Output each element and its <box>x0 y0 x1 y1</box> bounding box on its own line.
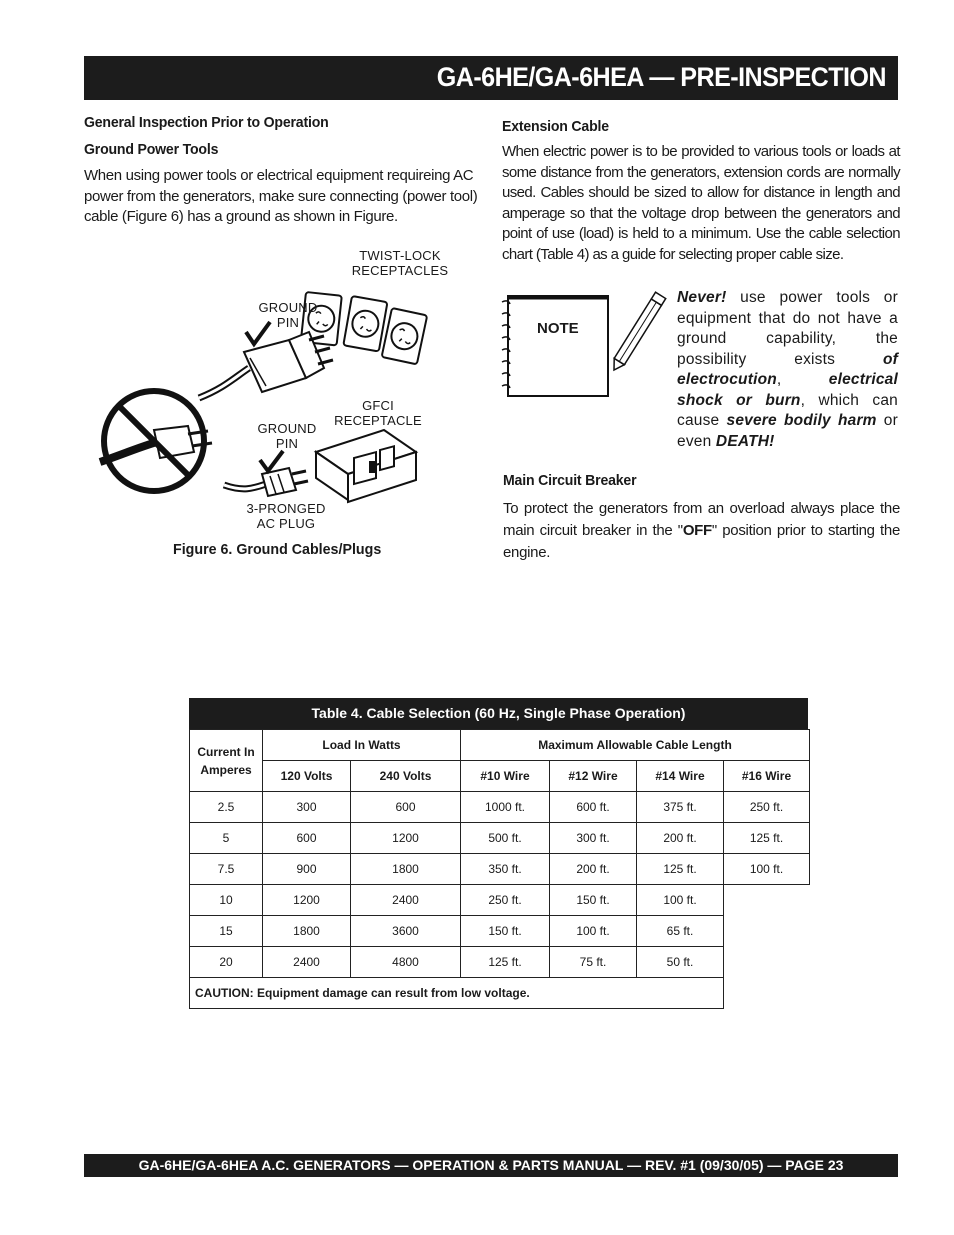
table-row <box>190 947 810 978</box>
cell: 300 <box>263 792 351 823</box>
gfci-receptacle <box>316 430 416 502</box>
cell: 600 <box>351 792 461 823</box>
caution-note: CAUTION: Equipment damage can result from low voltage. <box>190 978 724 1009</box>
empty-cell <box>724 916 810 947</box>
ground-tools-paragraph: When using power tools or electrical equipment requireing AC power from the generators, make sure connecting (power tool) cable (Figure 6) has a ground as shown in Figure. <box>84 167 478 225</box>
cell: 350 ft. <box>461 854 550 885</box>
page-header <box>84 56 898 100</box>
cell: 2400 <box>351 885 461 916</box>
twist-lock-plug <box>199 332 333 398</box>
cell: 20 <box>190 947 263 978</box>
cell: 4800 <box>351 947 461 978</box>
empty-cell <box>724 947 810 978</box>
warning-text: Never! use power tools or equipment that do not have a ground capability, the possibility exists of electrocution, electrical shock or burn, which can cause severe bodily harm or even DEATH! <box>677 289 898 450</box>
subheader-120v: 120 Volts <box>263 761 351 792</box>
cell: 10 <box>190 885 263 916</box>
header-max-length: Maximum Allowable Cable Length <box>461 730 810 761</box>
cell: 15 <box>190 916 263 947</box>
table-row <box>190 854 810 885</box>
page-title: GA-6HE/GA-6HEA — PRE-INSPECTION <box>436 62 886 92</box>
cell: 375 ft. <box>637 792 724 823</box>
cell: 250 ft. <box>724 792 810 823</box>
cell: 125 ft. <box>637 854 724 885</box>
table-row <box>190 792 810 823</box>
cell: 50 ft. <box>637 947 724 978</box>
cable-selection-table <box>189 729 810 1009</box>
cell: 200 ft. <box>637 823 724 854</box>
subheader-10-wire: #10 Wire <box>461 761 550 792</box>
cell: 2.5 <box>190 792 263 823</box>
table-title: Table 4. Cable Selection (60 Hz, Single Phase Operation) <box>189 698 808 729</box>
extension-cable-paragraph: When electric power is to be provided to various tools or loads at some distance from the generators, extension cords are normally used. Cables should be sized to allow for distance in length and amperage so that the voltage drop between the generators and point of use (load) is held to a minimum. Use the cable selection chart (Table 4) as a guide for selecting proper cable size. <box>502 143 900 263</box>
figure-caption: Figure 6. Ground Cables/Plugs <box>173 541 382 558</box>
cell: 150 ft. <box>461 916 550 947</box>
label-ground-pin-2: GROUND PIN <box>257 421 317 451</box>
prohibited-plug-icon <box>100 391 212 491</box>
note-label: NOTE <box>537 320 579 337</box>
section-heading-ground-tools: Ground Power Tools <box>84 141 219 158</box>
page-footer: GA-6HE/GA-6HEA A.C. GENERATORS — OPERATION & PARTS MANUAL — REV. #1 (09/30/05) — PAGE 23 <box>84 1154 898 1177</box>
cell: 300 ft. <box>550 823 637 854</box>
checkmark-icon <box>260 451 283 471</box>
subheader-14-wire: #14 Wire <box>637 761 724 792</box>
cell: 1200 <box>351 823 461 854</box>
main-breaker-paragraph: To protect the generators from an overload always place the main circuit breaker in the "OFF" position prior to starting the engine. <box>503 500 901 561</box>
ground-cables-illustration <box>84 240 484 540</box>
cell: 900 <box>263 854 351 885</box>
section-heading-main-breaker: Main Circuit Breaker <box>503 472 637 489</box>
section-heading-general: General Inspection Prior to Operation <box>84 114 329 131</box>
header-current: Current In Amperes <box>190 730 263 792</box>
cell: 600 <box>263 823 351 854</box>
notepad-pencil-icon <box>500 290 670 402</box>
cell: 100 ft. <box>550 916 637 947</box>
subheader-240v: 240 Volts <box>351 761 461 792</box>
cell: 250 ft. <box>461 885 550 916</box>
cell: 125 ft. <box>461 947 550 978</box>
cell: 1000 ft. <box>461 792 550 823</box>
cell: 100 ft. <box>637 885 724 916</box>
subheader-12-wire: #12 Wire <box>550 761 637 792</box>
cell: 500 ft. <box>461 823 550 854</box>
section-heading-extension-cable: Extension Cable <box>502 118 609 135</box>
note-graphic <box>500 290 670 402</box>
cell: 3600 <box>351 916 461 947</box>
cell: 1800 <box>263 916 351 947</box>
label-twist-lock: TWIST-LOCK RECEPTACLES <box>351 248 449 278</box>
label-gfci: GFCI RECEPTACLE <box>334 398 422 428</box>
cell: 100 ft. <box>724 854 810 885</box>
cell: 1800 <box>351 854 461 885</box>
empty-cell <box>724 978 810 1009</box>
cell: 125 ft. <box>724 823 810 854</box>
cell: 2400 <box>263 947 351 978</box>
label-ac-plug: 3-PRONGED AC PLUG <box>246 501 326 531</box>
table-row <box>190 916 810 947</box>
cell: 600 ft. <box>550 792 637 823</box>
three-pronged-plug <box>224 468 308 496</box>
figure-ground-cables <box>84 240 484 540</box>
cell: 150 ft. <box>550 885 637 916</box>
cell: 75 ft. <box>550 947 637 978</box>
cell: 5 <box>190 823 263 854</box>
empty-cell <box>724 885 810 916</box>
header-load: Load In Watts <box>263 730 461 761</box>
cell: 200 ft. <box>550 854 637 885</box>
cell: 65 ft. <box>637 916 724 947</box>
table-row <box>190 823 810 854</box>
cell: 1200 <box>263 885 351 916</box>
cell: 7.5 <box>190 854 263 885</box>
table-row <box>190 885 810 916</box>
label-ground-pin-1: GROUND PIN <box>258 300 318 330</box>
subheader-16-wire: #16 Wire <box>724 761 810 792</box>
